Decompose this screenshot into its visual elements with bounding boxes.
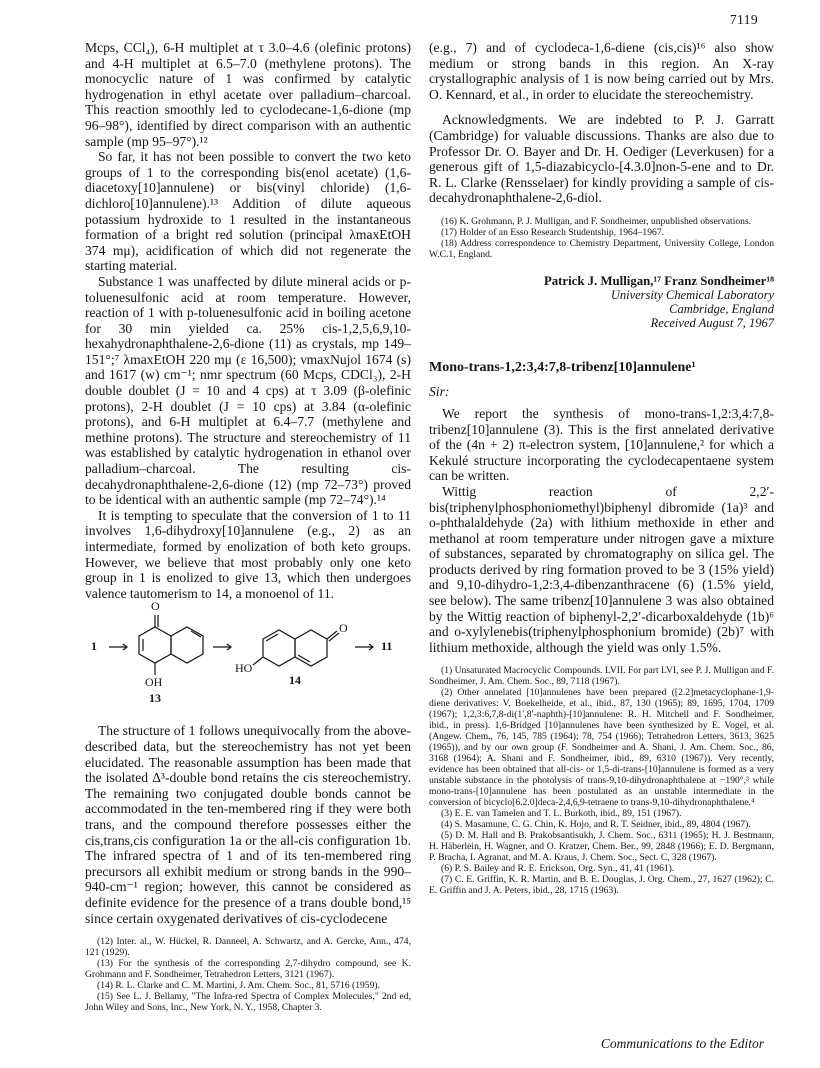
reaction-scheme (85, 599, 411, 711)
ring-13-b (171, 627, 203, 663)
reaction-scheme-drawing (85, 609, 411, 711)
compound-label-11: 11 (381, 639, 393, 654)
compound-label-14: 14 (289, 673, 301, 688)
salutation: Sir: (429, 383, 450, 399)
compound-label-1: 1 (91, 639, 97, 654)
footnote-13: (13) For the synthesis of the corresponding 2,7-dihydro compound, see K. Grohmann and F. Sondheimer, Tetrahedron Letters, 3121 (1967). (85, 958, 411, 981)
acknowledgments: Acknowledgments. We are indebted to P. J. Garratt (Cambridge) for valuable discussions. Thanks are also due to Professor Dr. O. Bayer and Dr. H. Oediger (Leverkusen) for a generous gift of 1,5-diazabicyclo-[4.3.0]non-5-ene and to Dr. R. L. Clarke (Rensselaer) for kindly providing a sample of cis-decahydronaphthalene-2,6-diol. (429, 112, 774, 206)
author-names: Patrick J. Mulligan,¹⁷ Franz Sondheimer¹⁸ (543, 273, 774, 288)
journal-section-footer: Communications to the Editor (600, 1036, 764, 1051)
received-date: Received August 7, 1967 (650, 315, 774, 330)
oxygen-label-14: O (339, 621, 348, 636)
left-paragraph-5: The structure of 1 follows unequivocally from the above-described data, but the stereochemistry has not yet been elucidated. The reasonable assumption has been made that the isolated Δ³-double bond retains the cis stereochemistry. The remaining two conjugated double bonds cannot be accommodated in the ten-membered ring if they were both trans, and the compound therefore possesses either the cis,trans,cis configuration 1a or the all-cis configuration 1b. The infrared spectra of 1 and of its ten-membered ring precursors all exhibit medium or strong bands in the 990–940-cm⁻¹ region; however, this cannot be considered as definite evidence for the presence of a trans double bond,¹⁵ since certain oxygenated derivatives of cis-cyclodecene (85, 723, 411, 926)
right-paragraph-2: We report the synthesis of mono-trans-1,2:3,4:7,8-tribenz[10]annulene (3). This is the first annelated derivative of the (4n + 2) π-electron system, [10]annulene,² for which a Kekulé structure incorporating the cyclodecapentaene system can be written. (429, 405, 774, 484)
affiliation-lab: University Chemical Laboratory (610, 287, 774, 302)
right-column (429, 40, 774, 896)
right-paragraph-1: (e.g., 7) and of cyclodeca-1,6-diene (cis,cis)¹⁶ also show medium or strong bands in this region. An X-ray crystallographic analysis of 1 is now being carried out by Mrs. O. Kennard, et al., in order to elucidate the stereochemistry. (429, 40, 774, 102)
carbonyl-bond-14 (327, 631, 337, 639)
footnote-18: (18) Address correspondence to Chemistry Department, University College, London W.C.1, England. (429, 237, 774, 260)
left-paragraph-1: Mcps, CCl₄), 6-H multiplet at τ 3.0–4.6 (olefinic protons) and 4-H multiplet at 6.5–7.0 (methylene protons). The monocyclic nature of 1 was confirmed by catalytic hydrogenation in ethyl acetate over palladium–charcoal. This reaction smoothly led to cyclodecane-1,6-dione (mp 96–98°), identified by direct comparison with an authentic sample (mp 95–97°).¹² (85, 40, 411, 149)
compound-label-13: 13 (149, 691, 161, 706)
ref-1: (1) Unsaturated Macrocyclic Compounds. LVII. For part LVI, see P. J. Mulligan and F. Sondheimer, J. Am. Chem. Soc., 89, 7118 (1967). (429, 665, 774, 688)
affiliation-city: Cambridge, England (669, 301, 774, 316)
ref-6: (6) P. S. Bailey and R. E. Erickson, Org. Syn., 41, 41 (1961). (441, 863, 675, 875)
ref-2: (2) Other annelated [10]annulenes have been prepared ([2.2]metacyclophane-1,9-diene derivatives: V. Boekelheide, et al., ibid., 87, 130 (1965); 89, 1695, 1704, 1709 (1967); 1,2,3:6,7,8-di(1′,8′-naphth)-[10]annulene: R. H. Mitchell and F. Sondheimer, ibid., in press). 1,6-Bridged [10]annulenes have been synthesized by E. Vogel, et al. (Angew. Chem., 76, 145, 785 (1964); 78, 754 (1966); Tetrahedron Letters, 3613, 3625 (1965)), and by our own group (F. Sondheimer and A. Shani, J. Am. Chem. Soc., 86, 3168 (1964); A. Shani and F. Sondheimer, ibid., 89, 6310 (1967)). Very recently, evidence has been obtained that all-cis- or 1,5-di-trans-[10]annulene is formed as a very unstable substance in the photolysis of trans-9,10-dihydronaphthalene at −190°,³ while mono-trans-[10]annulene has been postulated as an unstable intermediate in the conversion of bicyclo[6.2.0]deca-2,4,6,9-tetraene to trans-9,10-dihydronaphthalene.⁴ (429, 687, 774, 809)
ref-3: (3) E. E. van Tamelen and T. L. Burkoth, ibid., 89, 151 (1967). (441, 808, 682, 820)
page-number: 7119 (729, 12, 758, 27)
author-block (429, 274, 774, 330)
ref-5: (5) D. M. Hall and B. Prakobsantisukh, J. Chem. Soc., 6311 (1965); H. J. Bestmann, H. Häberlein, H. Wagner, and O. Kratzer, Chem. Ber., 99, 2848 (1966); E. D. Bergmann, P. Bracha, I. Agranat, and M. A. Kraus, J. Chem. Soc., Sect. C, 328 (1967). (429, 830, 774, 864)
ring-14-b (295, 630, 327, 666)
right-top-footnotes (429, 216, 774, 260)
footnote-16: (16) K. Grohmann, P. J. Mulligan, and F. Sondheimer, unpublished observations. (441, 215, 752, 227)
left-paragraph-2: So far, it has not been possible to convert the two keto groups of 1 to the corresponding bis(enol acetate) (1,6-diacetoxy[10]annulene) or bis(vinyl chloride) (1,6-dichloro[10]annulene).¹³ Addition of dilute aqueous potassium hydroxide to 1 resulted in the instantaneous formation of a bright red solution (principal λmaxEtOH 374 mμ), acidification of which did not regenerate the starting material. (85, 149, 411, 274)
oxygen-label-13: O (151, 599, 160, 614)
footnote-17: (17) Holder of an Esso Research Studentship, 1964–1967. (441, 226, 665, 238)
ref-4: (4) S. Masamune, C. G. Chin, K. Hojo, and R. T. Seidner, ibid., 89, 4804 (1967). (441, 819, 751, 831)
ring-14-a (263, 630, 295, 666)
ring-13-a (139, 627, 171, 663)
left-paragraph-3: Substance 1 was unaffected by dilute mineral acids or p-toluenesulfonic acid at room temperature. However, reaction of 1 with p-toluenesulfonic acid in boiling acetone for 30 min yielded ca. 25% cis-1,2,5,6,9,10-hexahydronaphthalene-2,6-dione (11) as crystals, mp 149–151°;⁷ λmaxEtOH 220 mμ (ε 16,500); νmaxNujol 1674 (s) and 1617 (w) cm⁻¹; nmr spectrum (60 Mcps, CDCl₃), 2-H double doublet (J = 10 and 4 cps) at τ 3.09 (β-olefinic protons), 2-H doublet (J = 10 cps) at 3.84 (α-olefinic protons), and 6-H multiplet at 6.4–7.7 (methylene and methine protons). The structure and stereochemistry of 11 was established by catalytic hydrogenation in ethanol over palladium–charcoal. The resulting cis-decahydronaphthalene-2,6-dione (12) (mp 72–73°) proved to be identical with an authentic sample (mp 72–74°).¹⁴ (85, 273, 411, 508)
ref-7: (7) C. E. Griffin, K. R. Martin, and B. E. Douglas, J. Org. Chem., 27, 1627 (1962); C. E. Griffin and J. A. Peters, ibid., 28, 1715 (1963). (429, 874, 774, 897)
hydroxyl-bond-14 (253, 657, 263, 665)
left-column (85, 40, 411, 1013)
footnote-12: (12) Inter. al., W. Hückel, R. Danneel, A. Schwartz, and A. Gercke, Ann., 474, 121 (1929). (85, 936, 411, 959)
left-footnotes (85, 936, 411, 1013)
hydroxyl-label-14: HO (235, 661, 253, 676)
right-bottom-footnotes (429, 665, 774, 896)
left-paragraph-4: It is tempting to speculate that the conversion of 1 to 11 involves 1,6-dihydroxy[10]annulene (e.g., 2) as an intermediate, formed by enolization of both keto groups. However, we believe that most probably only one keto group in 1 is enolized to give 13, which then undergoes valence tautomerism to 14, a monoenol of 11. (85, 507, 411, 601)
footnote-15: (15) See L. J. Bellamy, "The Infra-red Spectra of Complex Molecules," 2nd ed, John Wiley and Sons, Inc., New York, N. Y., 1958, Chapter 3. (85, 991, 411, 1014)
right-paragraph-3: Wittig reaction of 2,2′-bis(triphenylphosphoniomethyl)biphenyl dibromide (1a)³ and o-phthalaldehyde (2a) with lithium methoxide in ether and methanol at room temperature under nitrogen gave a mixture of substances, separated by chromatography on silica gel. The products derived by ring formation proved to be 3 (15% yield) and 9,10-dihydro-1,2:3,4-dibenzanthracene (6) (1.5% yield, see below). The same tribenz[10]annulene 3 was also obtained by the Wittig reaction of biphenyl-2,2′-dicarboxaldehyde (1b)⁶ and o-xylylenebis(triphenylphosphonium bromide) (2b)⁷ with lithium methoxide, although the yield was only 1.5%. (429, 483, 774, 655)
hydroxyl-label-13: OH (145, 675, 163, 690)
footnote-14: (14) R. L. Clarke and C. M. Martini, J. Am. Chem. Soc., 81, 5716 (1959). (97, 980, 380, 992)
article-title: Mono-trans-1,2:3,4:7,8-tribenz[10]annulene¹ (429, 359, 696, 375)
